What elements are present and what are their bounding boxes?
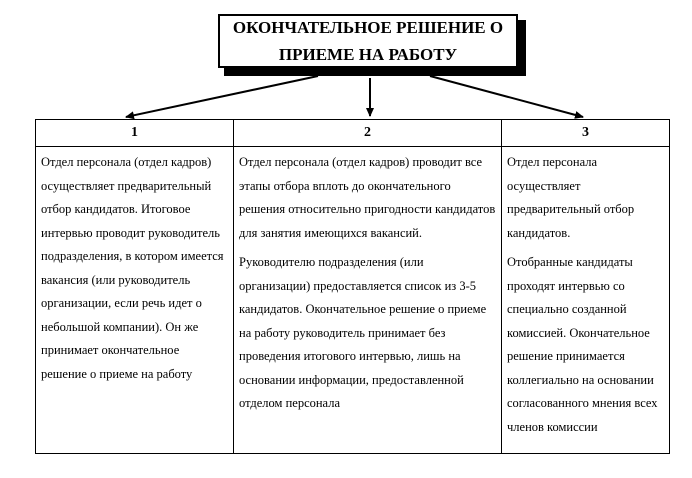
- title-line-1: ОКОНЧАТЕЛЬНОЕ РЕШЕНИЕ О: [232, 18, 504, 37]
- options-table: [35, 119, 670, 454]
- content-row: [36, 147, 670, 454]
- column-1-paragraph-1: Отдел персонала (отдел кадров) осуществляет предварительный отбор кандидатов. Итоговое интервью проводит руководитель подразделения, в котором имеется вакансия (или руководитель организации, если речь идет о небольшой компании). Он же принимает окончательное решение о приеме на работу: [41, 155, 224, 381]
- column-2-cell: [234, 147, 502, 454]
- column-2-paragraph-1: Отдел персонала (отдел кадров) проводит все этапы отбора вплоть до окончательного решения относительно пригодности кандидатов для занятия имеющихся вакансий.: [239, 155, 496, 240]
- column-3-cell: [502, 147, 670, 454]
- column-number-1: 1: [36, 120, 234, 147]
- column-number-3: 3: [502, 120, 670, 147]
- arrow-right: [430, 76, 583, 117]
- title-line-2: ПРИЕМЕ НА РАБОТУ: [278, 45, 458, 64]
- column-3-paragraph-1: Отдел персонала осуществляет предварительный отбор кандидатов.: [507, 155, 635, 240]
- column-2-paragraph-2: Руководителю подразделения (или организации) предоставляется список из 3-5 кандидатов. Окончательное решение о приеме на работу руководитель принимает без проведения итогового интервью, лишь на основании информации, предоставленной отделом персонала: [239, 255, 487, 410]
- header-row: [36, 120, 670, 147]
- column-1-cell: [36, 147, 234, 454]
- column-number-2: 2: [234, 120, 502, 147]
- column-3-paragraph-2: Отобранные кандидаты проходят интервью со специально созданной комиссией. Окончательное решение принимается коллегиально на основании согласованного мнения всех членов комиссии: [507, 255, 658, 434]
- arrow-left: [126, 76, 318, 117]
